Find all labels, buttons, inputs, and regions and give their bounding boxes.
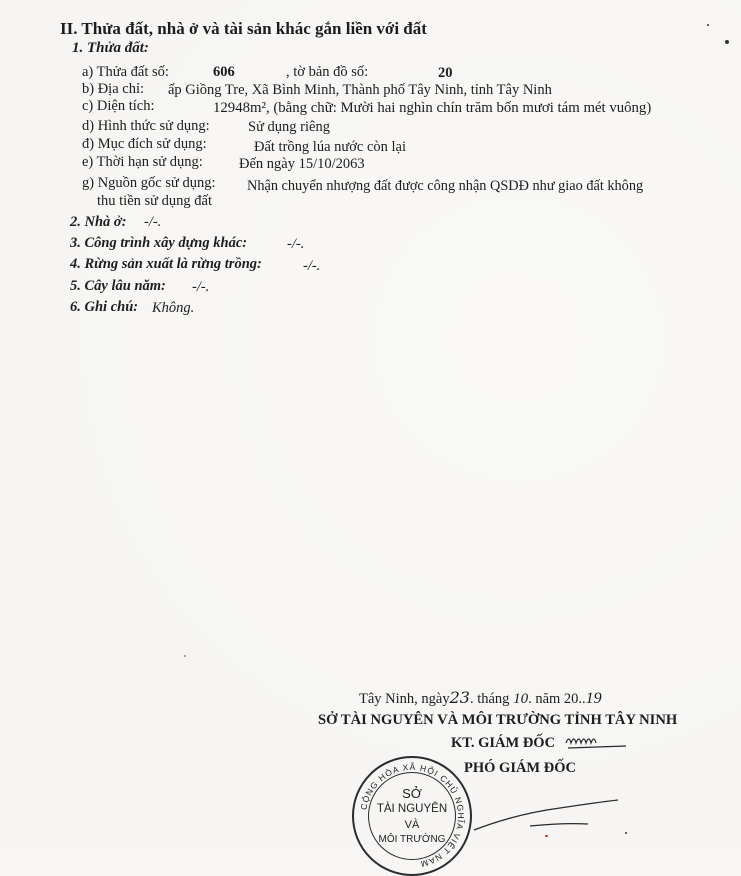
year-label: . năm 20.. — [528, 691, 586, 707]
usage-purpose-value: Đất trồng lúa nước còn lại — [254, 139, 407, 155]
seal-line-1: SỞ — [402, 786, 422, 801]
usage-purpose-label: đ) Mục đích sử dụng: — [82, 136, 207, 152]
note-value: Không. — [152, 300, 195, 316]
seal-line-3: VÀ — [404, 819, 420, 831]
place-date-prefix: Tây Ninh, ngày — [359, 691, 450, 707]
seal-line-4: MÔI TRƯỜNG — [378, 834, 446, 845]
scan-speck — [625, 832, 627, 834]
map-sheet-value: 20 — [438, 65, 453, 81]
section-title: II. Thửa đất, nhà ở và tài sản khác gắn liền với đất — [60, 19, 427, 38]
perennial-trees-value: -/-. — [192, 279, 210, 295]
map-sheet-label: , tờ bản đồ số: — [286, 64, 369, 80]
date-year: 19 — [585, 690, 602, 707]
date-day: 23 — [449, 688, 470, 707]
scan-speck — [707, 24, 709, 26]
seal-ring-text: CỘNG HÒA XÃ HỘI CHỦ NGHĨA VIỆT NAM — [358, 761, 467, 870]
plantation-forest-label: 4. Rừng sản xuất là rừng trồng: — [70, 256, 262, 272]
usage-form-value: Sử dụng riêng — [248, 119, 330, 135]
initials-scribble — [564, 733, 634, 753]
usage-term-label: e) Thời hạn sử dụng: — [82, 154, 203, 170]
scan-speck — [545, 835, 548, 837]
agency-name: SỞ TÀI NGUYÊN VÀ MÔI TRƯỜNG TỈNH TÂY NINH — [318, 712, 678, 728]
parcel-heading: 1. Thửa đất: — [72, 40, 149, 56]
scan-speck — [725, 40, 729, 44]
origin-label: g) Nguồn gốc sử dụng: — [82, 175, 216, 191]
note-label: 6. Ghi chú: — [70, 299, 139, 315]
parcel-number-label: a) Thửa đất số: — [82, 64, 169, 80]
parcel-number-value: 606 — [213, 64, 235, 80]
plantation-forest-value: -/-. — [303, 258, 321, 274]
month-label: . tháng — [469, 691, 510, 707]
house-label: 2. Nhà ở: — [70, 214, 127, 230]
date-month: 10 — [513, 691, 529, 707]
usage-term-value: Đến ngày 15/10/2063 — [239, 156, 365, 172]
official-seal — [352, 756, 472, 876]
place-date-line — [359, 690, 602, 707]
other-construction-value: -/-. — [287, 236, 305, 252]
seal-line-2: TÀI NGUYÊN — [376, 803, 448, 815]
signature-stroke — [470, 790, 620, 840]
origin-value-line2: thu tiền sử dụng đất — [97, 193, 212, 209]
address-label: b) Địa chỉ: — [82, 81, 145, 97]
address-value: ấp Giồng Tre, Xã Bình Minh, Thành phố Tây Ninh, tỉnh Tây Ninh — [168, 82, 552, 98]
scan-speck — [184, 655, 186, 657]
area-label: c) Diện tích: — [82, 98, 155, 114]
seal-inner-ring — [368, 772, 456, 860]
origin-value-line1: Nhận chuyển nhượng đất được công nhận QSDĐ như giao đất không — [247, 178, 644, 194]
area-value: 12948m², (bằng chữ: Mười hai nghìn chín trăm bốn mươi tám mét vuông) — [213, 100, 652, 116]
usage-form-label: d) Hình thức sử dụng: — [82, 118, 210, 134]
kt-director-label: KT. GIÁM ĐỐC — [451, 735, 556, 751]
other-construction-label: 3. Công trình xây dựng khác: — [70, 235, 248, 251]
perennial-trees-label: 5. Cây lâu năm: — [70, 278, 166, 294]
house-value: -/-. — [144, 214, 162, 230]
deputy-director-label: PHÓ GIÁM ĐỐC — [464, 760, 576, 776]
